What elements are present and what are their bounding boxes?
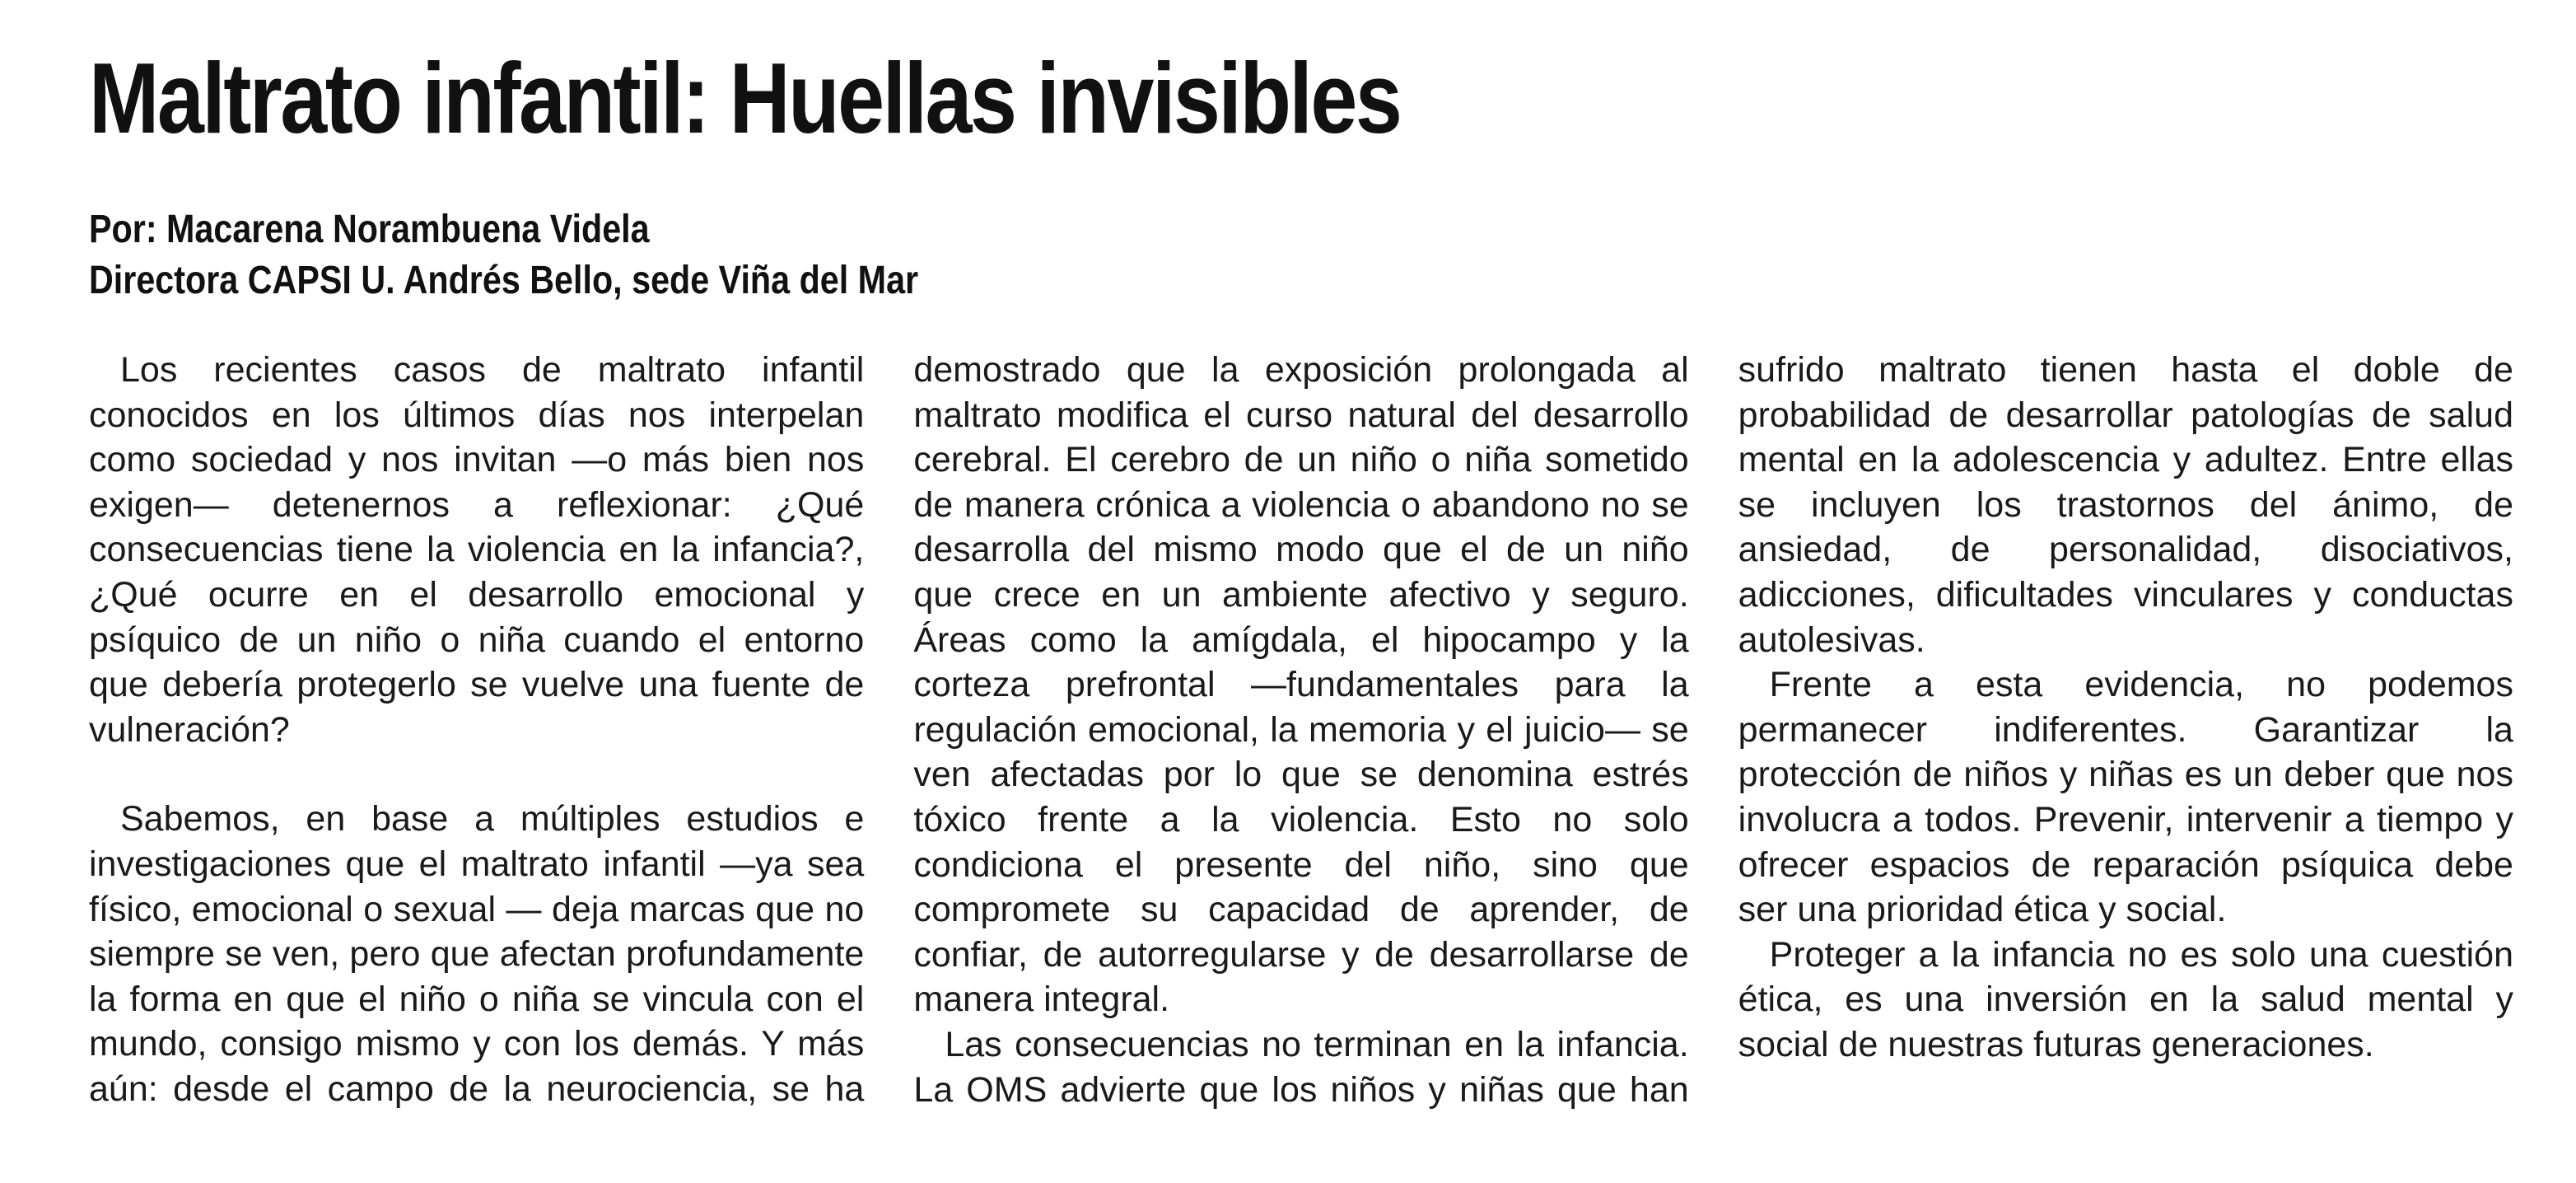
- article-paragraph-3: Las consecuencias no terminan en la infancia. La OMS advierte que los niños y niñas que han sufrido maltrato tienen hasta el doble de probabilidad de desarrollar patologías de salud mental en la adolescencia y adultez. Entre ellas se incluyen los trastornos del ánimo, de ansiedad, de personalidad, disociativos, adicciones, dificultades vinculares y conductas autolesivas.: [913, 350, 2513, 1110]
- article-paragraph-2: Sabemos, en base a múltiples estudios e investigaciones que el maltrato infantil —ya sea físico, emocional o sexual — deja marcas que no siempre se ven, pero que afectan profundamente la forma en que el niño o niña se vincula con el mundo, consigo mismo y con los demás. Y más aún: desde el campo de la neurociencia, se ha demostrado que la exposición prolongada al maltrato modifica el curso natural del desarrollo cerebral. El cerebro de un niño o niña sometido de manera crónica a violencia o abandono no se desarrolla del mismo modo que el de un niño que crece en un ambiente afectivo y seguro. Áreas como la amígdala, el hipocampo y la corteza prefrontal —fundamentales para la regulación emocional, la memoria y el juicio— se ven afectadas por lo que se denomina estrés tóxico frente a la violencia. Esto no solo condiciona el presente del niño, sino que compromete su capacidad de aprender, de confiar, de autorregularse y de desarrollarse de manera integral.: [89, 350, 1689, 1109]
- article-title: Maltrato infantil: Huellas invisibles: [89, 42, 1401, 154]
- article-paragraph-5: Proteger a la infancia no es solo una cuestión ética, es una inversión en la salud mental y social de nuestras futuras generaciones.: [1738, 934, 2513, 1064]
- article-byline: [89, 204, 918, 306]
- author-line: Por: Macarena Norambuena Videla: [89, 208, 650, 251]
- article-body: [89, 348, 2513, 1139]
- author-role-line: Directora CAPSI U. Andrés Bello, sede Viña del Mar: [89, 259, 919, 302]
- article-paragraph-1: Los recientes casos de maltrato infantil conocidos en los últimos días nos interpelan como sociedad y nos invitan —o más bien nos exigen— detenernos a reflexionar: ¿Qué consecuencias tiene la violencia en la infancia?, ¿Qué ocurre en el desarrollo emocional y psíquico de un niño o niña cuando el entorno que debería protegerlo se vuelve una fuente de vulneración?: [89, 350, 865, 750]
- article-paragraph-4: Frente a esta evidencia, no podemos permanecer indiferentes. Garantizar la protección de niños y niñas es un deber que nos involucra a todos. Prevenir, intervenir a tiempo y ofrecer espacios de reparación psíquica debe ser una prioridad ética y social.: [1738, 665, 2513, 930]
